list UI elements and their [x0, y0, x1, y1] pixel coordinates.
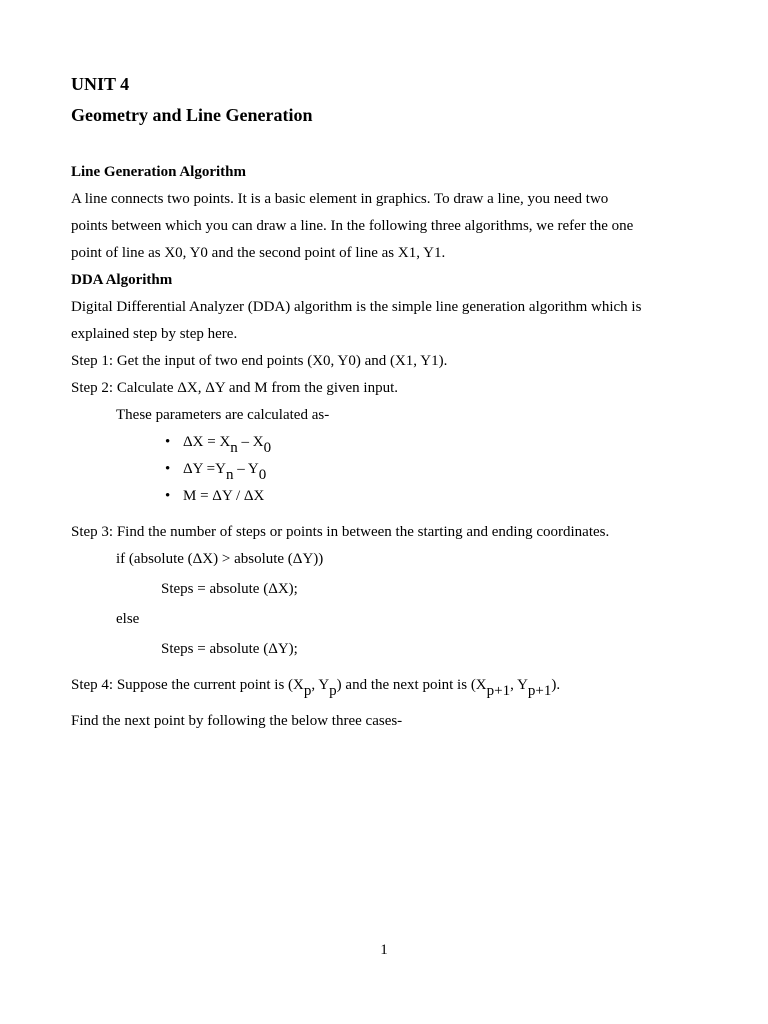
steps-dx: Steps = absolute (ΔX);: [161, 581, 298, 597]
page-number: 1: [380, 942, 388, 958]
bullet-icon: •: [165, 461, 171, 477]
step4-text-2: , Y: [311, 677, 330, 693]
step-1: Step 1: Get the input of two end points (X0, Y0) and (X1, Y1).: [71, 353, 448, 369]
spacer: [71, 510, 671, 519]
spacer: [71, 663, 671, 672]
parameter-list: [71, 429, 671, 510]
params-intro: These parameters are calculated as-: [116, 407, 330, 423]
dx-lhs: ΔX = X: [183, 434, 231, 450]
steps-dy: Steps = absolute (ΔY);: [161, 641, 298, 657]
step4-text-3: ) and the next point is (X: [336, 677, 487, 693]
chapter-title: Geometry and Line Generation: [71, 105, 313, 125]
step-2: Step 2: Calculate ΔX, ΔY and M from the given input.: [71, 380, 399, 396]
intro-line-2: points between which you can draw a line. In the following three algorithms, we refer the one: [71, 218, 634, 234]
step4-sub-p-plus-1: p+1: [486, 683, 511, 699]
dx-sub-0: 0: [263, 440, 272, 456]
section-heading-line-generation: Line Generation Algorithm: [71, 164, 246, 180]
section-heading-dda: DDA Algorithm: [71, 272, 173, 288]
else-keyword: else: [116, 611, 140, 627]
document-body: [71, 159, 671, 735]
parameter-dx: [71, 429, 671, 456]
bullet-icon: •: [165, 488, 171, 504]
step4-sub-p: p: [329, 683, 337, 699]
step4-text-5: ).: [551, 677, 561, 693]
step4-sub-p-plus-1: p+1: [527, 683, 552, 699]
dda-intro-line-1: Digital Differential Analyzer (DDA) algorithm is the simple line generation algorithm which is: [71, 299, 642, 315]
dy-lhs: ΔY =Y: [183, 461, 226, 477]
step-3: Step 3: Find the number of steps or points in between the starting and ending coordinates.: [71, 524, 610, 540]
parameter-dy: [71, 456, 671, 483]
intro-line-1: A line connects two points. It is a basic element in graphics. To draw a line, you need two: [71, 191, 609, 207]
dy-mid: – Y: [233, 461, 259, 477]
if-condition: if (absolute (ΔX) > absolute (ΔY)): [116, 551, 324, 567]
dy-sub-n: n: [225, 467, 234, 483]
step4-text-1: Step 4: Suppose the current point is (X: [71, 677, 304, 693]
step4-text-4: , Y: [510, 677, 528, 693]
dx-sub-n: n: [230, 440, 238, 456]
dy-sub-0: 0: [258, 467, 267, 483]
unit-heading: UNIT 4: [71, 74, 130, 94]
parameter-m: [71, 483, 671, 510]
find-next-point: Find the next point by following the below three cases-: [71, 713, 403, 729]
bullet-icon: •: [165, 434, 171, 450]
step4-sub-p: p: [303, 683, 312, 699]
dda-intro-line-2: explained step by step here.: [71, 326, 238, 342]
step-4: [71, 672, 671, 699]
m-formula: M = ΔY / ΔX: [183, 488, 265, 504]
dx-mid: – X: [237, 434, 264, 450]
intro-line-3: point of line as X0, Y0 and the second point of line as X1, Y1.: [71, 245, 446, 261]
spacer: [71, 699, 671, 708]
